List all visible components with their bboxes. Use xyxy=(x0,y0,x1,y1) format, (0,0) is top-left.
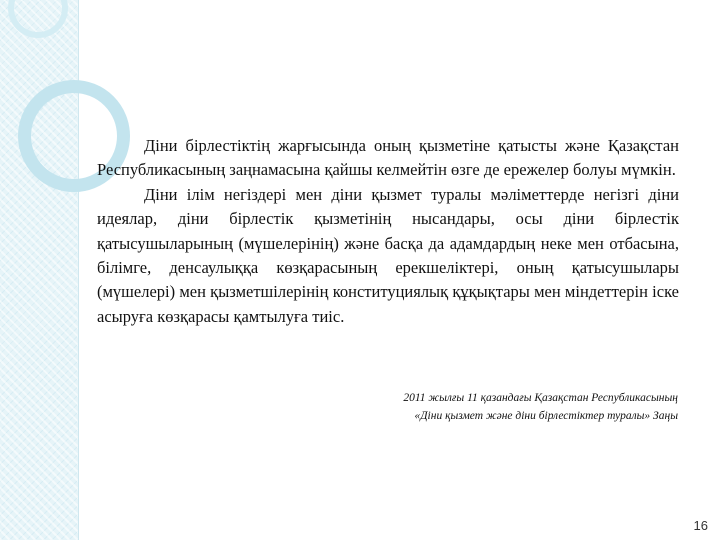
body-text xyxy=(97,134,679,329)
citation-line-1: 2011 жылғы 11 қазандағы Қазақстан Республикасының xyxy=(403,392,678,404)
paragraph-1: Діни бірлестіктің жарғысында оның қызметіне қатысты және Қазақстан Республикасының заңнамасына қайшы келмейтін өзге де ережелер болуы мүмкін. xyxy=(97,136,679,180)
page-number: 16 xyxy=(693,518,708,533)
law-citation xyxy=(258,389,678,425)
paragraph-2: Діни ілім негіздері мен діни қызмет туралы мәліметтерде негізгі діни идеялар, діни бірлестік қызметінің нысандары, осы діни бірлестік қатысушыларының (мүшелерінің) және басқа да адамдардың неке мен отбасына, білімге, денсаулыққа көзқарасының ерекшеліктері, оның қатысушылары (мүшелері) мен қызметшілерінің конституциялық құқықтары мен міндеттерін іске асыруға көзқарасы қамтылуға тиіс. xyxy=(97,184,679,326)
citation-line-2: «Діни қызмет және діни бірлестіктер туралы» Заңы xyxy=(414,410,678,422)
